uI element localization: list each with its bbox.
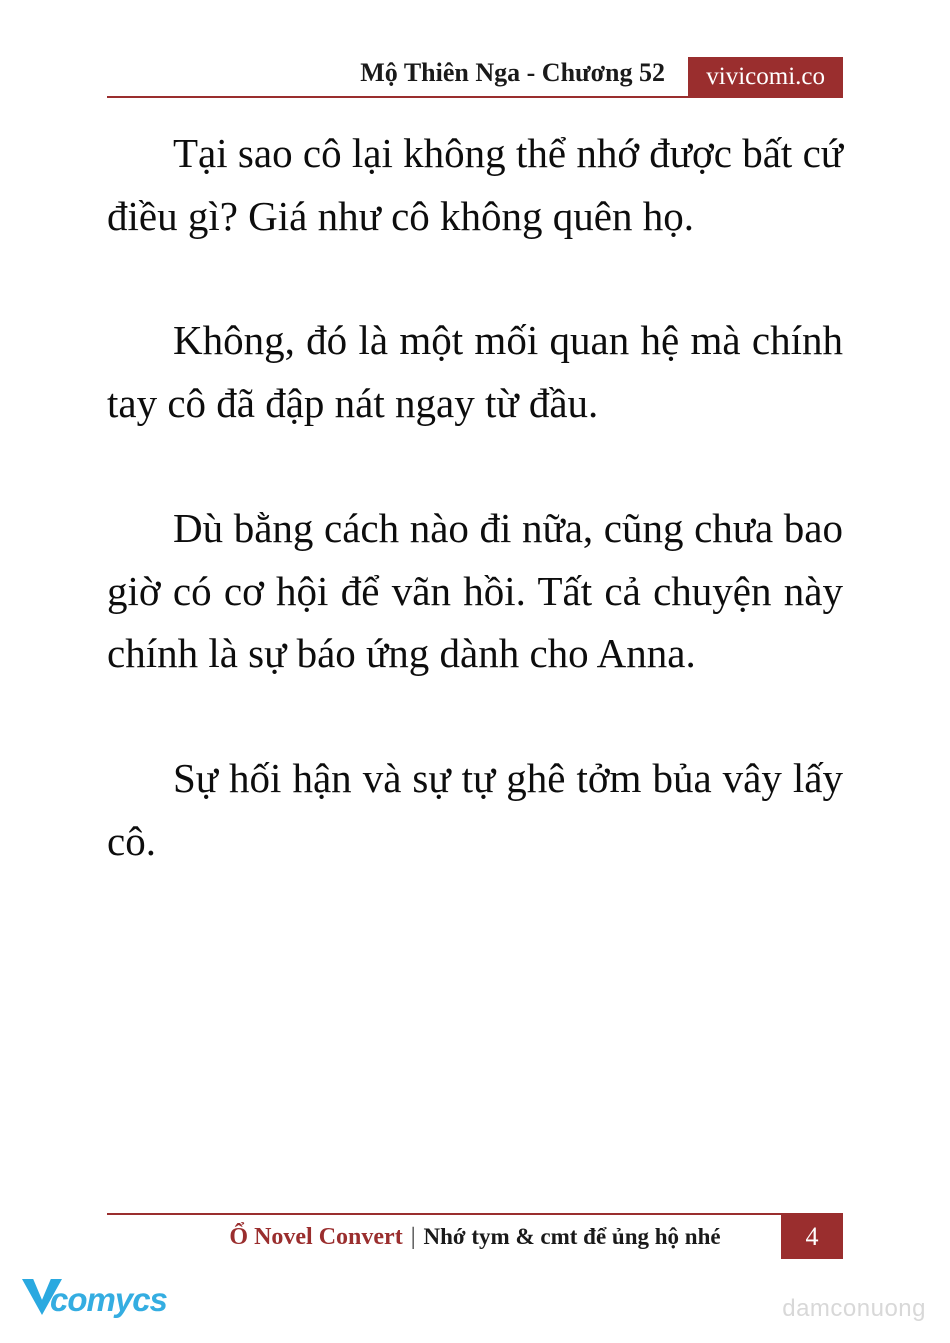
footer-content (107, 1215, 843, 1259)
watermark-right-text: damconuong (782, 1295, 926, 1322)
page-header (107, 52, 843, 98)
paragraph: Không, đó là một mối quan hệ mà chính tay cô đã đập nát ngay từ đầu. (107, 317, 843, 427)
watermark-logo (22, 1273, 172, 1333)
footer-brand: Ổ Novel Convert (229, 1223, 403, 1250)
header-divider (107, 96, 843, 98)
paragraph: Tại sao cô lại không thể nhớ được bất cứ điều gì? Giá như cô không quên họ. (107, 130, 843, 239)
watermark-logo-text: comycs (50, 1281, 167, 1318)
chapter-body (107, 122, 843, 872)
chapter-title: Mộ Thiên Nga - Chương 52 (360, 58, 665, 87)
page-number: 4 (781, 1215, 843, 1259)
site-badge: vivicomi.co (688, 57, 843, 99)
footer-note: Nhớ tym & cmt để ủng hộ nhé (423, 1224, 721, 1249)
paragraph: Sự hối hận và sự tự ghê tởm bủa vây lấy cô. (107, 755, 843, 864)
paragraph: Dù bằng cách nào đi nữa, cũng chưa bao giờ có cơ hội để vãn hồi. Tất cả chuyện này chính là sự báo ứng dành cho Anna. (107, 504, 843, 677)
footer-separator: | (410, 1223, 416, 1250)
page-footer (107, 1213, 843, 1259)
